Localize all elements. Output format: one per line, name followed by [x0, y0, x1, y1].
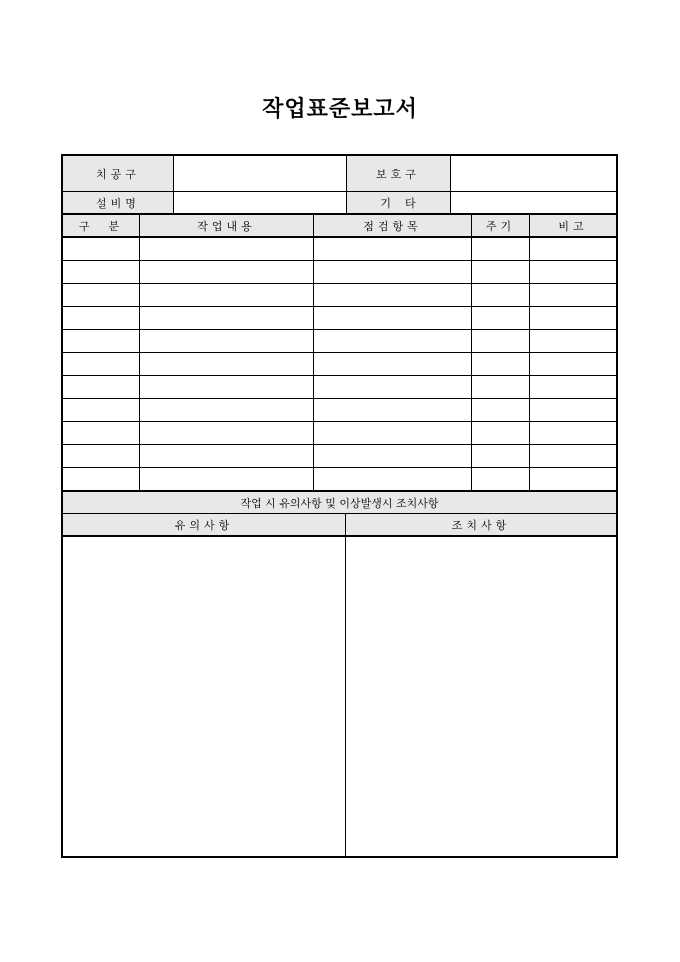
table-cell-cycle[interactable] [472, 307, 529, 329]
table-cell-cycle[interactable] [472, 353, 529, 375]
col-header-work-content: 작업내용 [140, 215, 313, 236]
divider [313, 215, 314, 490]
table-cell-cycle[interactable] [472, 284, 529, 306]
table-cell-remarks[interactable] [530, 353, 616, 375]
table-cell-check-items[interactable] [314, 307, 471, 329]
report-form [61, 154, 618, 858]
table-cell-category[interactable] [63, 376, 139, 398]
table-cell-cycle[interactable] [472, 238, 529, 260]
other-field[interactable] [450, 192, 616, 213]
table-cell-remarks[interactable] [530, 376, 616, 398]
table-cell-cycle[interactable] [472, 330, 529, 352]
action-header: 조치사항 [346, 514, 616, 535]
table-cell-work-content[interactable] [140, 445, 313, 467]
table-cell-remarks[interactable] [530, 445, 616, 467]
table-cell-cycle[interactable] [472, 468, 529, 490]
table-cell-check-items[interactable] [314, 468, 471, 490]
table-cell-category[interactable] [63, 238, 139, 260]
table-cell-remarks[interactable] [530, 330, 616, 352]
table-cell-remarks[interactable] [530, 284, 616, 306]
table-cell-check-items[interactable] [314, 284, 471, 306]
tool-field[interactable] [173, 156, 346, 191]
table-cell-check-items[interactable] [314, 445, 471, 467]
table-cell-remarks[interactable] [530, 399, 616, 421]
table-cell-work-content[interactable] [140, 376, 313, 398]
table-cell-work-content[interactable] [140, 284, 313, 306]
action-text-area[interactable] [346, 537, 616, 856]
divider [139, 215, 140, 490]
table-cell-work-content[interactable] [140, 353, 313, 375]
table-cell-check-items[interactable] [314, 330, 471, 352]
table-cell-work-content[interactable] [140, 422, 313, 444]
tool-label: 치공구 [63, 156, 173, 191]
col-header-cycle: 주기 [472, 215, 529, 236]
table-cell-cycle[interactable] [472, 261, 529, 283]
table-cell-category[interactable] [63, 468, 139, 490]
table-cell-work-content[interactable] [140, 261, 313, 283]
table-cell-category[interactable] [63, 261, 139, 283]
table-cell-work-content[interactable] [140, 307, 313, 329]
table-cell-remarks[interactable] [530, 422, 616, 444]
table-cell-category[interactable] [63, 307, 139, 329]
table-cell-work-content[interactable] [140, 468, 313, 490]
table-cell-category[interactable] [63, 422, 139, 444]
table-cell-check-items[interactable] [314, 353, 471, 375]
caution-text-area[interactable] [63, 537, 345, 856]
table-cell-remarks[interactable] [530, 307, 616, 329]
divider [173, 156, 174, 214]
table-cell-cycle[interactable] [472, 445, 529, 467]
caution-header: 유의사항 [63, 514, 345, 535]
divider [63, 191, 616, 192]
table-cell-category[interactable] [63, 330, 139, 352]
table-cell-check-items[interactable] [314, 238, 471, 260]
table-cell-cycle[interactable] [472, 399, 529, 421]
table-cell-cycle[interactable] [472, 422, 529, 444]
table-cell-work-content[interactable] [140, 238, 313, 260]
protective-gear-label: 보호구 [346, 156, 450, 191]
table-cell-category[interactable] [63, 353, 139, 375]
table-cell-check-items[interactable] [314, 376, 471, 398]
table-cell-check-items[interactable] [314, 399, 471, 421]
table-cell-cycle[interactable] [472, 376, 529, 398]
col-header-remarks: 비고 [530, 215, 616, 236]
table-cell-work-content[interactable] [140, 399, 313, 421]
table-cell-category[interactable] [63, 445, 139, 467]
equipment-label: 설비명 [63, 192, 173, 213]
table-cell-remarks[interactable] [530, 261, 616, 283]
table-cell-category[interactable] [63, 399, 139, 421]
protective-gear-field[interactable] [450, 156, 616, 191]
table-cell-check-items[interactable] [314, 422, 471, 444]
table-cell-check-items[interactable] [314, 261, 471, 283]
other-label: 기 타 [346, 192, 450, 213]
col-header-category: 구 분 [63, 215, 139, 236]
divider [529, 215, 530, 490]
table-cell-remarks[interactable] [530, 468, 616, 490]
table-cell-work-content[interactable] [140, 330, 313, 352]
table-cell-remarks[interactable] [530, 238, 616, 260]
page-title: 작업표준보고서 [262, 97, 418, 122]
notes-section-title: 작업 시 유의사항 및 이상발생시 조치사항 [63, 492, 616, 513]
equipment-field[interactable] [173, 192, 346, 213]
table-cell-category[interactable] [63, 284, 139, 306]
col-header-check-items: 점검항목 [314, 215, 471, 236]
divider [346, 156, 347, 214]
divider [450, 156, 451, 214]
divider [471, 215, 472, 490]
